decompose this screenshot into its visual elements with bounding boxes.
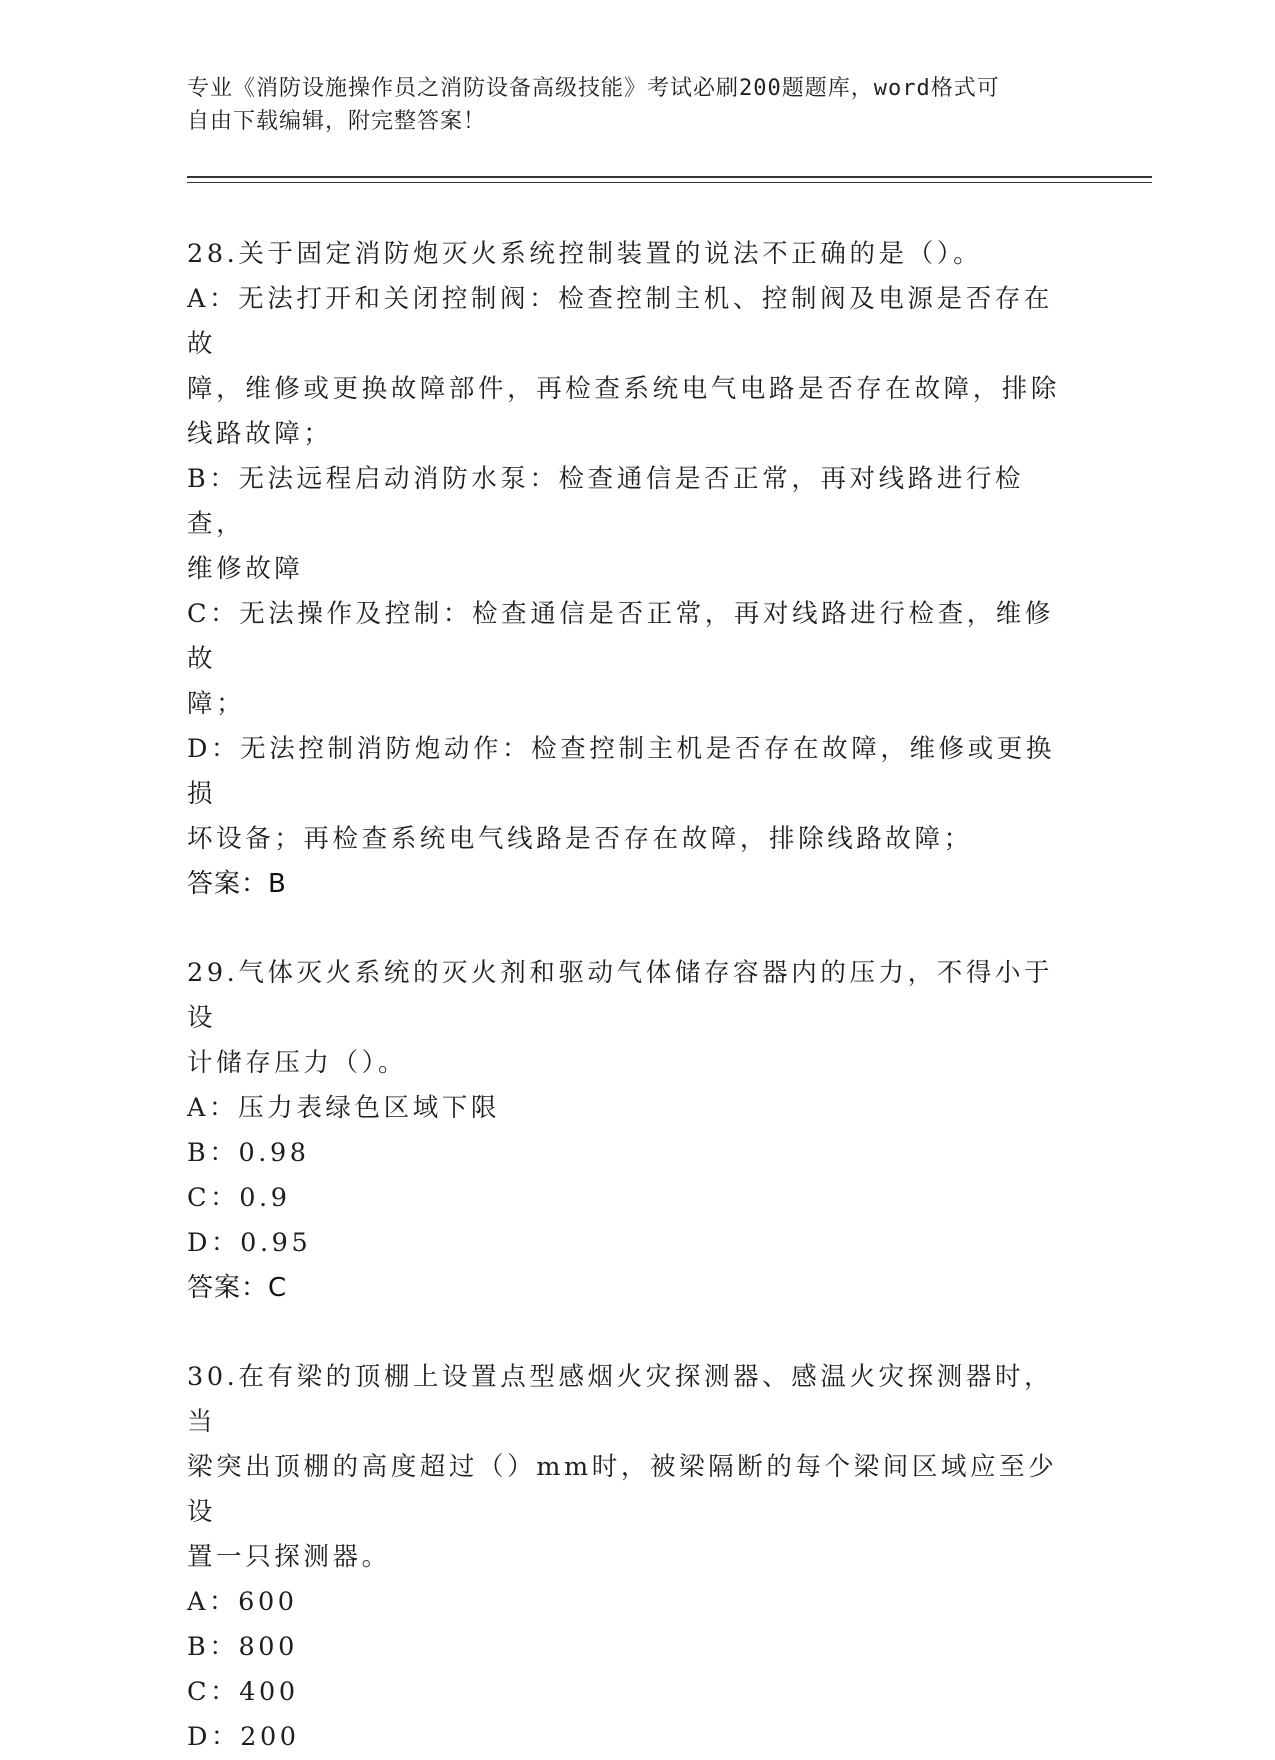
option-c-line: 障； [187, 689, 246, 719]
option-a-line: 障，维修或更换故障部件，再检查系统电气电路是否存在故障，排除 [187, 374, 1061, 404]
header-line-2: 自由下载编辑，附完整答案！ [187, 109, 487, 134]
option-a-line: A：无法打开和关闭控制阀：检查控制主机、控制阀及电源是否存在故 [187, 284, 1053, 359]
question-list [187, 232, 1077, 1760]
question-stem-line: 29.气体灭火系统的灭火剂和驱动气体储存容器内的压力，不得小于设 [187, 958, 1054, 1033]
option-a-line: A：压力表绿色区域下限 [187, 1093, 501, 1123]
option-b-line: B：0.98 [187, 1138, 310, 1168]
question-30 [187, 1355, 1077, 1760]
option-d-line: D：200 [187, 1722, 300, 1752]
option-a-line: 线路故障； [187, 419, 333, 449]
question-stem-line: 置一只探测器。 [187, 1542, 391, 1572]
header-divider-bottom [187, 182, 1152, 183]
option-d-line: D：无法控制消防炮动作：检查控制主机是否存在故障，维修或更换损 [187, 734, 1055, 809]
option-c-line: C：无法操作及控制：检查通信是否正常，再对线路进行检查，维修故 [187, 599, 1055, 674]
option-b-line: B：800 [187, 1632, 298, 1662]
option-a-line: A：600 [187, 1587, 298, 1617]
option-c-line: C：0.9 [187, 1183, 291, 1213]
question-stem-line: 计储存压力（）。 [187, 1048, 408, 1078]
question-stem-line: 30.在有梁的顶棚上设置点型感烟火灾探测器、感温火灾探测器时，当 [187, 1362, 1054, 1437]
answer-line: 答案：C [187, 1273, 288, 1303]
header-divider-top [187, 176, 1152, 178]
option-b-line: 维修故障 [187, 554, 304, 584]
option-d-line: D：0.95 [187, 1228, 312, 1258]
answer-line: 答案：B [187, 869, 287, 899]
header-line-1: 专业《消防设施操作员之消防设备高级技能》考试必刷200题题库，word格式可 [187, 76, 1000, 101]
question-stem-line: 28.关于固定消防炮灭火系统控制装置的说法不正确的是（）。 [187, 239, 983, 269]
option-b-line: B：无法远程启动消防水泵：检查通信是否正常，再对线路进行检查， [187, 464, 1025, 539]
question-28 [187, 232, 1077, 907]
option-c-line: C：400 [187, 1677, 299, 1707]
question-stem-line: 梁突出顶棚的高度超过（）mm时，被梁隔断的每个梁间区域应至少设 [187, 1452, 1058, 1527]
question-29 [187, 951, 1077, 1311]
document-header [187, 72, 1067, 138]
option-d-line: 坏设备；再检查系统电气线路是否存在故障，排除线路故障； [187, 824, 973, 854]
